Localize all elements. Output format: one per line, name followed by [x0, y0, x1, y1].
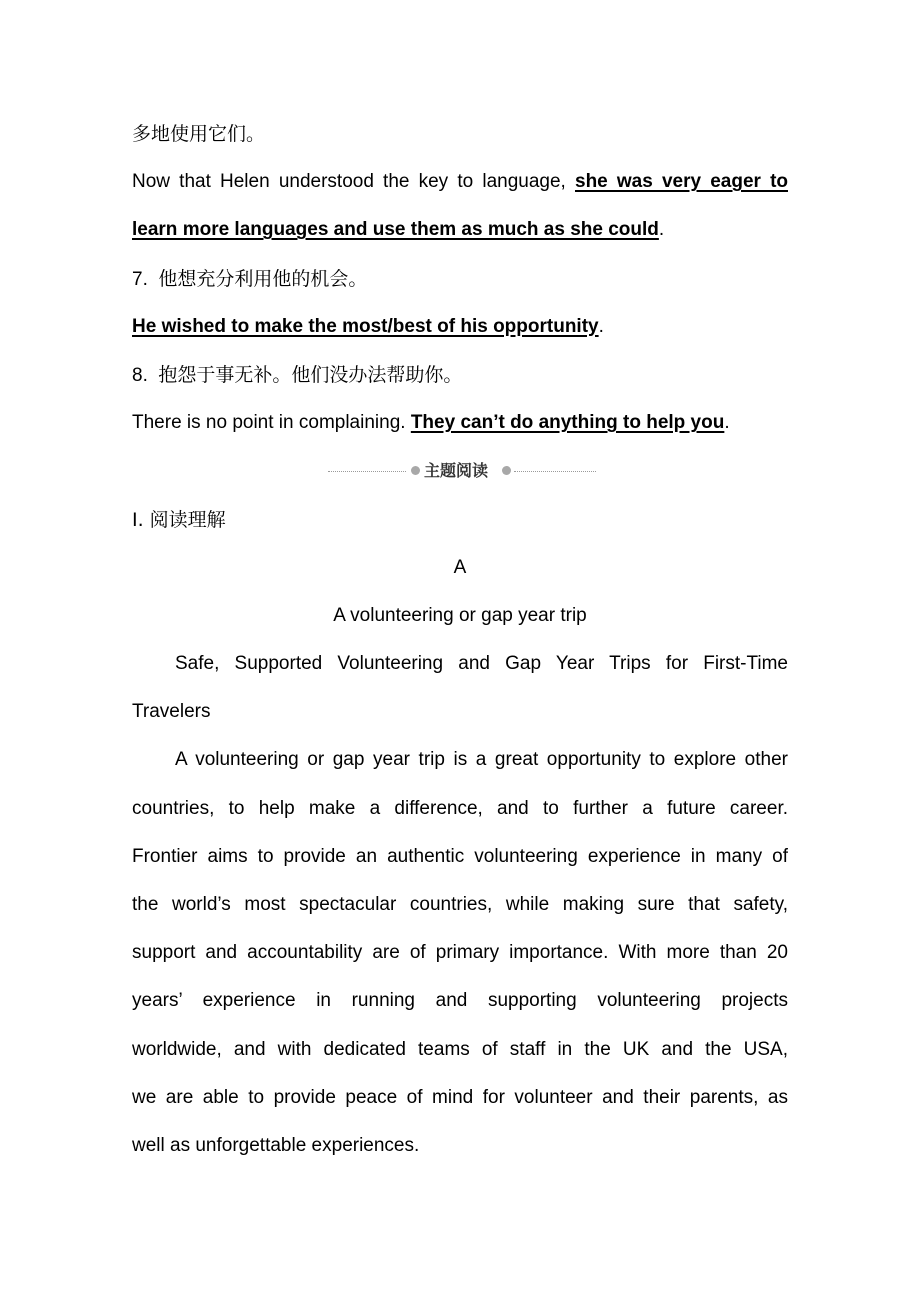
passage-title: A volunteering or gap year trip: [333, 604, 587, 626]
item8-answer: They can’t do anything to help you: [410, 412, 725, 434]
item8-period: .: [724, 412, 730, 434]
item7-answer: He wished to make the most/best of his opportunity: [132, 315, 599, 337]
item7-answer-line: [132, 303, 788, 351]
passage-body-line: A volunteering or gap year trip is a great opportunity to explore other: [175, 749, 788, 771]
section-divider: [132, 447, 788, 495]
item8-answer-line: [132, 399, 788, 447]
passage-body-line: years’ experience in running and supporting volunteering projects: [132, 990, 788, 1012]
part-heading: Ⅰ. 阅读理解: [132, 508, 226, 531]
passage-subtitle-line2: Travelers: [132, 701, 211, 723]
item7-period: .: [598, 315, 604, 337]
passage-body-line: support and accountability are of primary importance. With more than 20: [132, 942, 788, 964]
passage-body-line: countries, to help make a difference, and to further a future career.: [132, 797, 788, 819]
divider-label: 主题阅读: [424, 461, 489, 481]
item6-english-prefix: Now that Helen understood the key to language,: [132, 171, 566, 193]
divider-rule-left: [328, 471, 406, 472]
item6-answer-part2: learn more languages and use them as much as she could: [132, 219, 659, 241]
item6-english-line2: [132, 206, 788, 254]
item6-english-line1: [132, 158, 788, 206]
item6-chinese-continued: 多地使用它们。: [132, 123, 266, 145]
document-page: [132, 110, 788, 1170]
passage-body-line: well as unforgettable experiences.: [132, 1134, 420, 1156]
item7-number: 7.: [132, 268, 148, 290]
divider-dot-left-icon: [411, 466, 420, 475]
passage-body-line: worldwide, and with dedicated teams of staff in the UK and the USA,: [132, 1038, 788, 1060]
divider-dot-right-icon: [502, 466, 511, 475]
passage-body-line: Frontier aims to provide an authentic volunteering experience in many of: [132, 845, 788, 867]
item6-answer-part1: she was very eager to: [575, 171, 788, 193]
passage-body-line: we are able to provide peace of mind for volunteer and their parents, as: [132, 1086, 788, 1108]
item8-english-prefix: There is no point in complaining.: [132, 412, 406, 434]
item8-prompt: [132, 351, 788, 399]
item7-chinese: 他想充分利用他的机会。: [158, 267, 368, 290]
passage-subtitle-line1: Safe, Supported Volunteering and Gap Year Trips for First-Time: [175, 653, 788, 675]
divider-rule-right: [514, 471, 596, 472]
item6-period: .: [658, 219, 665, 241]
item7-prompt: [132, 255, 788, 303]
passage-letter: A: [453, 556, 467, 578]
item8-number: 8.: [132, 364, 148, 386]
item8-chinese: 抱怨于事无补。他们没办法帮助你。: [158, 363, 463, 386]
passage-body-line: the world’s most spectacular countries, while making sure that safety,: [132, 894, 788, 915]
